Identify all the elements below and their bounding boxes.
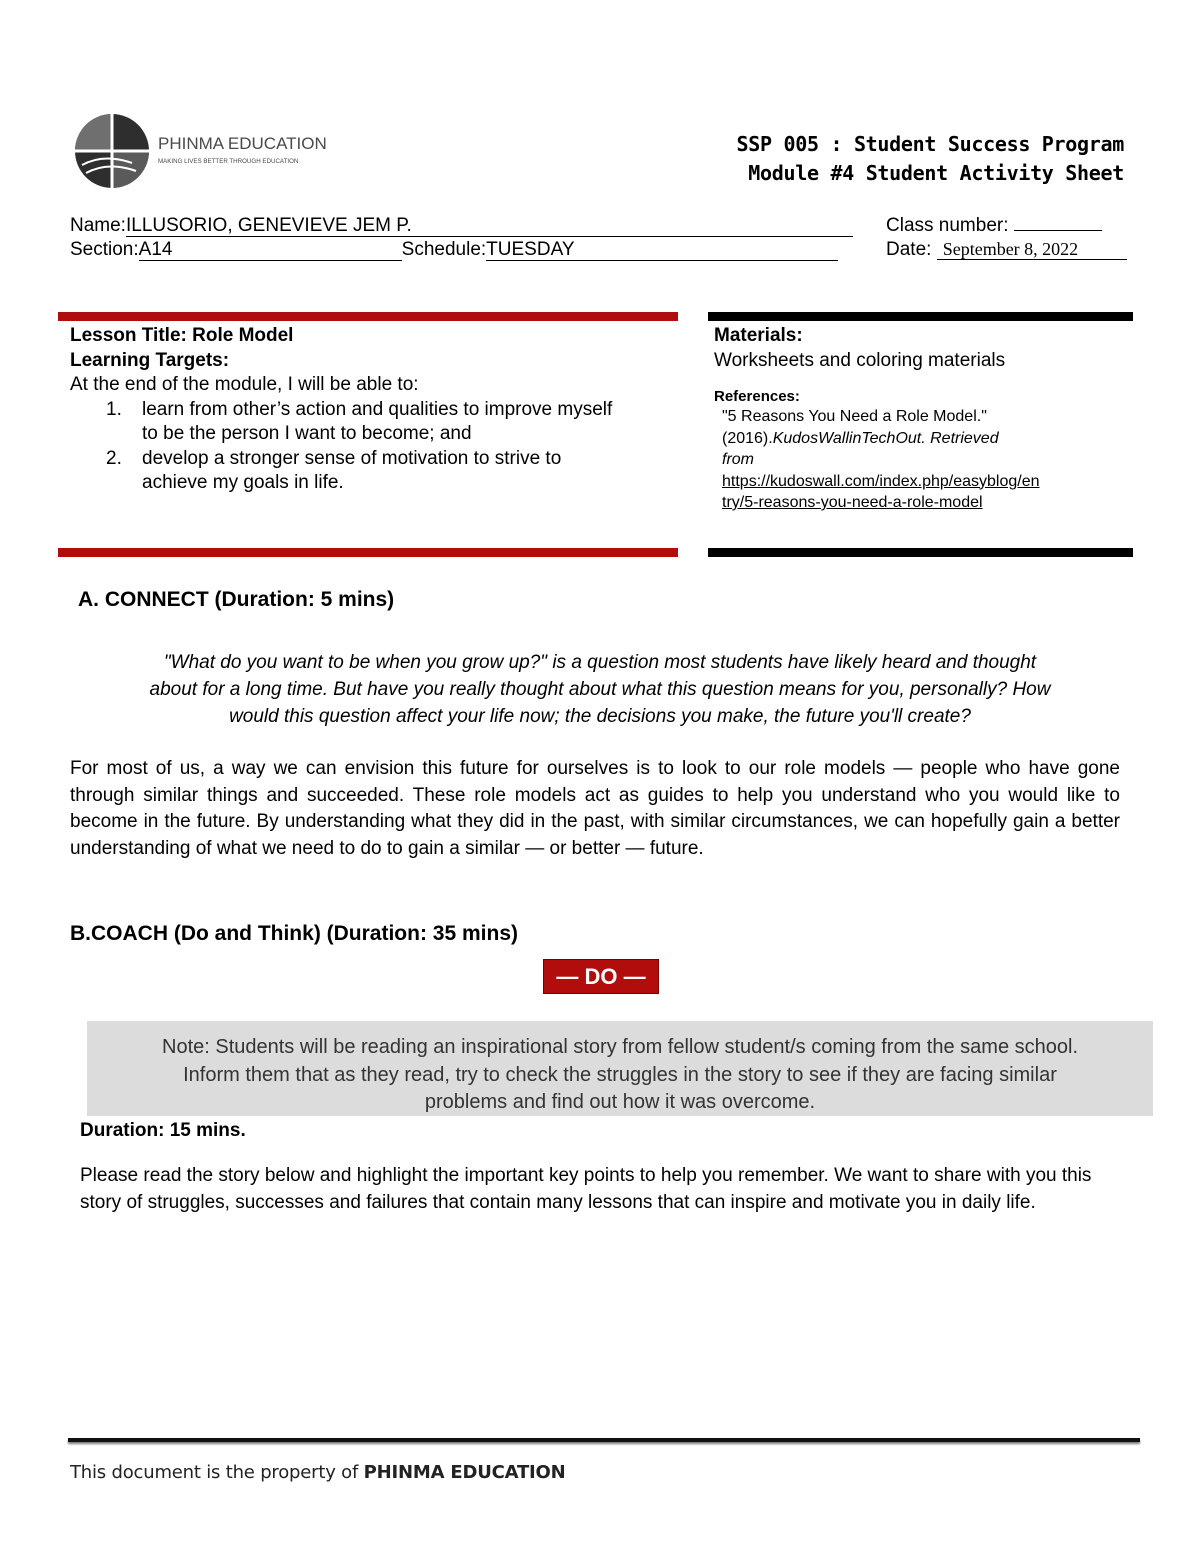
date-label: Date:: [886, 239, 932, 260]
name-label: Name:: [70, 215, 126, 236]
lesson-title: Lesson Title: Role Model: [70, 325, 294, 346]
reference-link-cont[interactable]: try/5-reasons-you-need-a-role-model: [722, 494, 983, 511]
references-heading: References:: [714, 388, 800, 405]
section-value[interactable]: A14: [139, 240, 402, 261]
materials-text: Worksheets and coloring materials: [714, 349, 1006, 371]
reference-entry: "5 Reasons You Need a Role Model." (2016).KudosWallinTechOut. Retrieved from https://kudoswall.com/index.php/easyblog/en try/5-reasons-you-need-a-role-model: [722, 408, 1040, 511]
logo-name: PHINMA EDUCATION: [158, 134, 327, 153]
materials-bottom-bar: [708, 548, 1133, 557]
class-number-label: Class number:: [886, 215, 1009, 236]
class-number-value[interactable]: [1014, 230, 1102, 231]
phinma-education-logo: [74, 113, 334, 189]
section-field: [70, 239, 838, 261]
targets-intro: At the end of the module, I will be able to:: [70, 374, 419, 395]
targets-list: [70, 398, 670, 496]
reference-link[interactable]: https://kudoswall.com/index.php/easyblog/en: [722, 472, 1040, 490]
target-item: 1. learn from other’s action and qualities to improve myself to be the person I want to become; and: [106, 398, 613, 444]
schedule-label: Schedule:: [401, 239, 487, 260]
date-field: [886, 239, 1127, 261]
materials-panel: [714, 324, 1124, 514]
materials-top-bar: [708, 312, 1133, 321]
coach-heading: B.COACH (Do and Think) (Duration: 35 mins): [70, 922, 518, 945]
activity-duration: Duration: 15 mins.: [80, 1120, 246, 1141]
do-badge: — DO —: [543, 959, 659, 994]
class-number-field: [886, 215, 1102, 237]
name-field: [70, 215, 853, 237]
logo-globe-icon: [74, 113, 150, 189]
connect-paragraph: For most of us, a way we can envision this future for ourselves is to look to our role models — people who have gone through similar things and succeeded. These role models act as guides to help you understand who you would like to become in the future. By understanding what they did in the past, with similar circumstances, we can hopefully gain a better understanding of what we need to do to gain a similar — or better — future.: [70, 758, 1120, 859]
targets-heading: Learning Targets:: [70, 349, 230, 371]
lesson-bottom-bar: [58, 548, 678, 557]
target-item: 2. develop a stronger sense of motivation to strive to achieve my goals in life.: [106, 447, 562, 493]
footer-divider: [68, 1438, 1140, 1442]
module-title: Module #4 Student Activity Sheet: [748, 161, 1124, 185]
materials-heading: Materials:: [714, 325, 803, 346]
name-value[interactable]: ILLUSORIO, GENEVIEVE JEM P.: [126, 216, 853, 237]
course-title: SSP 005 : Student Success Program: [736, 132, 1124, 156]
footer-brand: PHINMA EDUCATION: [363, 1462, 566, 1483]
lesson-panel: [70, 324, 670, 496]
activity-instructions: Please read the story below and highlight the important key points to help you remember. We want to share with you this story of struggles, successes and failures that contain many lessons that can inspire and motivate you in daily life.: [80, 1165, 1092, 1213]
footer-text: This document is the property of PHINMA EDUCATION: [70, 1462, 566, 1483]
connect-quote: "What do you want to be when you grow up?" is a question most students have likely heard and thought about for a long time. But have you really thought about what this question means for you, personally? How would this question affect your life now; the decisions you make, the future you'll create?: [149, 652, 1051, 727]
date-value[interactable]: September 8, 2022: [937, 239, 1127, 260]
note-text: Note: Students will be reading an inspirational story from fellow student/s coming from the same school. Inform them that as they read, try to check the struggles in the story to see if they are facing similar problems and find out how it was overcome.: [162, 1036, 1078, 1113]
section-label: Section:: [70, 239, 139, 260]
lesson-top-bar: [58, 312, 678, 321]
logo-tagline: MAKING LIVES BETTER THROUGH EDUCATION: [158, 158, 299, 165]
connect-heading: A. CONNECT (Duration: 5 mins): [78, 588, 395, 611]
schedule-value[interactable]: TUESDAY: [486, 240, 838, 261]
